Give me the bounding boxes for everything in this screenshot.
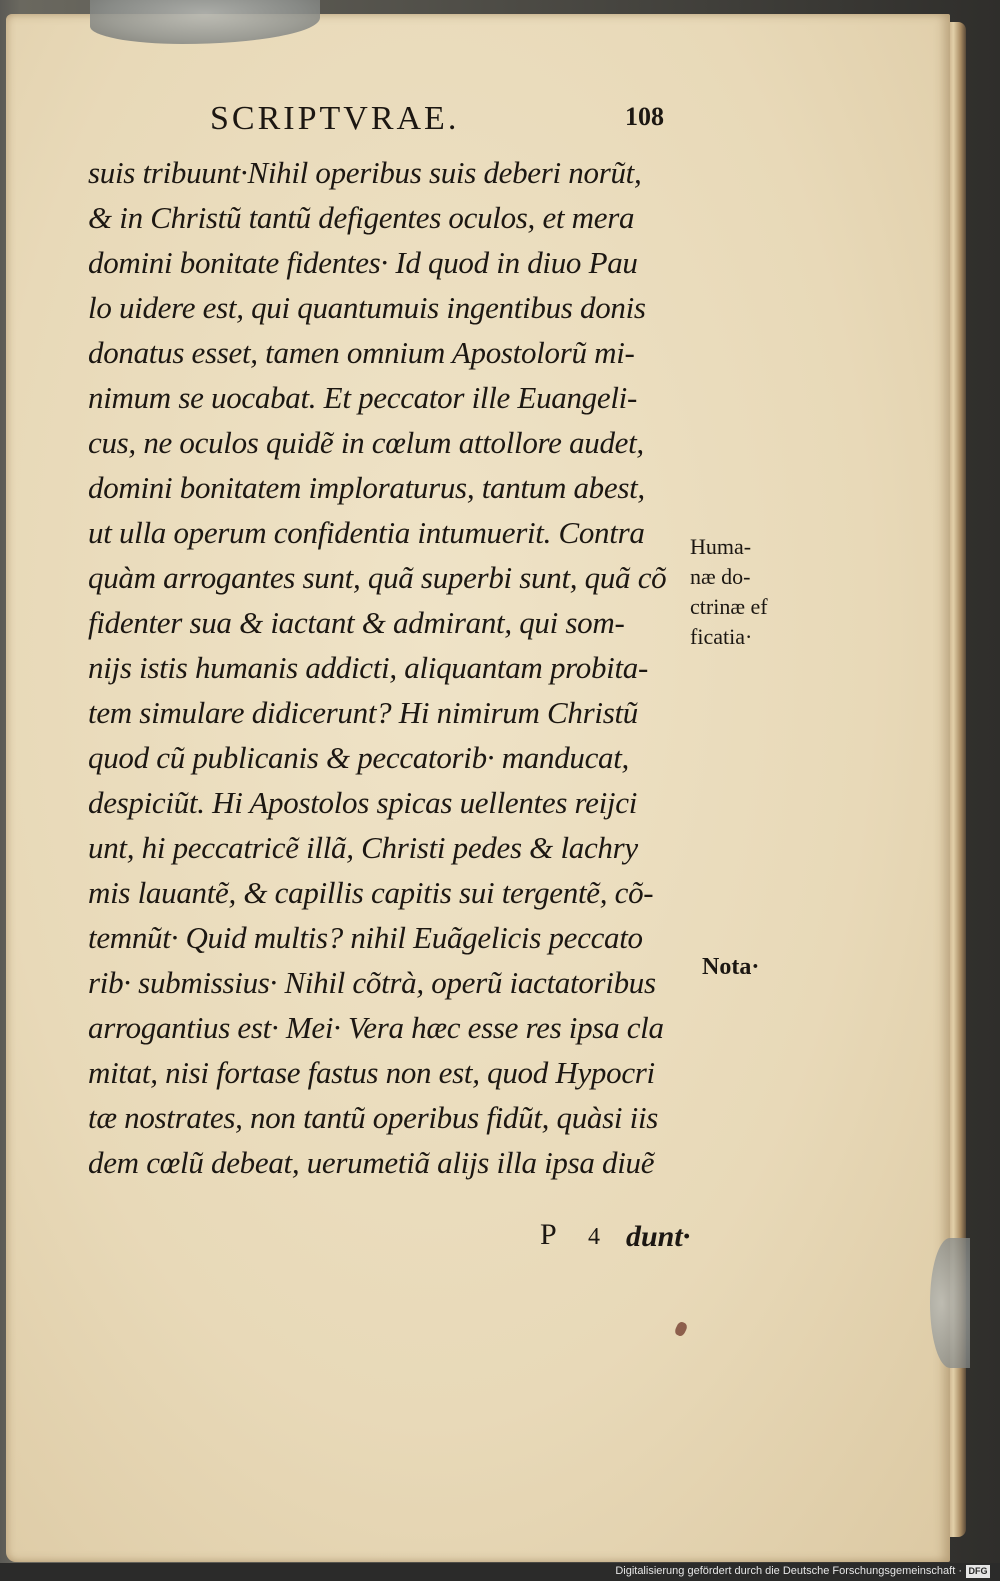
margin-note-line: ficatia· [690,624,753,649]
margin-note-line: ctrinæ ef [690,594,768,619]
text-line: domini bonitatem imploraturus, tantum abest, [88,470,645,505]
margin-note-nota: Nota· [702,954,760,980]
text-line: donatus esset, tamen omnium Apostolorũ mi- [88,335,635,370]
running-head: SCRIPTVRAE. [210,100,460,137]
text-line: fidenter sua & iactant & admirant, qui som- [88,605,625,640]
folio-number: 108 [625,102,664,131]
catchword-line [540,1218,710,1262]
text-line: rib· submissius· Nihil cõtrà, operũ iactatoribus [88,965,656,1000]
margin-note-humanae [690,532,768,652]
text-line: tæ nostrates, non tantũ operibus fidũt, quàsi iis [88,1100,659,1135]
book-clamp-right [930,1238,970,1368]
margin-note-line: næ do- [690,564,751,589]
margin-note-line: Huma- [690,534,752,559]
text-line: nijs istis humanis addicti, aliquantam probita- [88,650,649,685]
text-line: despiciũt. Hi Apostolos spicas uellentes reijci [88,785,638,820]
text-line: arrogantius est· Mei· Vera hæc esse res ipsa cla [88,1010,664,1045]
text-line: lo uidere est, qui quantumuis ingentibus donis [88,290,646,325]
text-line: nimum se uocabat. Et peccator ille Euangeli- [88,380,637,415]
footer-credit: Digitalisierung gefördert durch die Deutsche Forschungsgemeinschaft · [615,1565,962,1577]
text-line: & in Christũ tantũ defigentes oculos, et mera [88,200,635,235]
dfg-logo: DFG [966,1565,990,1578]
catchword: dunt· [626,1220,691,1253]
page-header [0,100,1000,140]
main-text-block [88,150,698,1185]
text-line: cus, ne oculos quidẽ in cœlum attollore audet, [88,425,644,460]
text-line: quàm arrogantes sunt, quã superbi sunt, quã cõ [88,560,667,595]
signature-number: 4 [588,1224,600,1250]
text-line: dem cœlũ debeat, uerumetiã alijs illa ipsa diuẽ [88,1145,655,1180]
signature-mark: P [540,1218,557,1251]
text-line: temnũt· Quid multis? nihil Euãgelicis peccato [88,920,643,955]
text-line: suis tribuunt·Nihil operibus suis deberi norũt, [88,155,642,190]
text-line: domini bonitate fidentes· Id quod in diuo Pau [88,245,638,280]
text-line: quod cũ publicanis & peccatorib· manducat, [88,740,630,775]
text-line: tem simulare didicerunt? Hi nimirum Christũ [88,695,638,730]
text-line: mis lauantẽ, & capillis capitis sui tergentẽ, cõ- [88,875,654,910]
text-line: unt, hi peccatricẽ illã, Christi pedes & lachry [88,830,638,865]
text-line: mitat, nisi fortase fastus non est, quod Hypocri [88,1055,655,1090]
text-line: ut ulla operum confidentia intumuerit. Contra [88,515,645,550]
